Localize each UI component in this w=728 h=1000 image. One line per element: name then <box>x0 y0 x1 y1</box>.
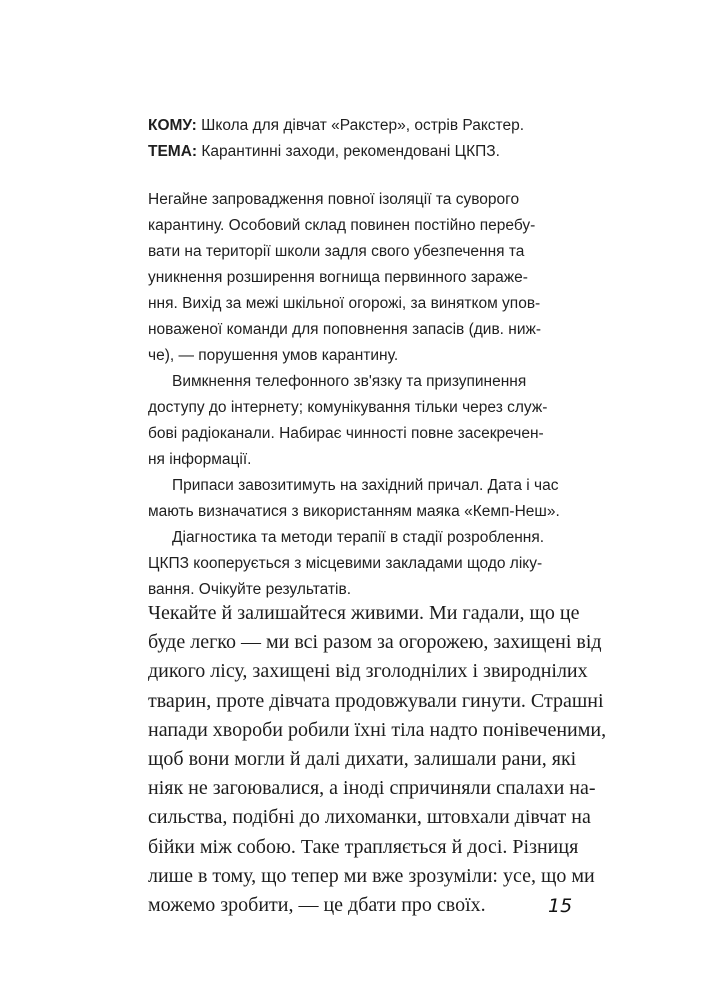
memo-subject-value: Карантинні заходи, рекомендовані ЦКПЗ. <box>197 143 500 160</box>
memo-body-line: Вимкнення телефонного зв'язку та призупинення <box>172 373 527 390</box>
prose-line: сильства, подібні до лихоманки, штовхали дівчат на <box>148 806 591 829</box>
memo-body-line: че), — порушення умов карантину. <box>148 347 399 364</box>
prose-line: щоб вони могли й далі дихати, залишали рани, які <box>148 747 577 770</box>
prose-line: тварин, проте дівчата продовжували гинути. Страшні <box>148 689 604 712</box>
prose-line: ніяк не загоювалися, а іноді спричиняли спалахи на- <box>148 777 596 800</box>
memo-body-line: уникнення розширення вогнища первинного зараже- <box>148 269 528 286</box>
prose-line: бійки між собою. Таке трапляється й досі. Різниця <box>148 835 579 858</box>
memo-subject-line <box>148 139 588 165</box>
prose-line: лише в тому, що тепер ми вже зрозуміли: усе, що ми <box>148 864 595 887</box>
prose-line: дикого лісу, захищені від зголоднілих і звироднілих <box>148 660 588 683</box>
memo-to-value: Школа для дівчат «Ракстер», острів Ракстер. <box>196 117 525 134</box>
memo-header <box>148 113 588 165</box>
memo-to-line <box>148 113 588 139</box>
prose-line: можемо зробити, — це дбати про своїх. <box>148 893 486 916</box>
memo-body-line: карантину. Особовий склад повинен постійно перебу- <box>148 217 536 234</box>
memo-body-line: новаженої команди для поповнення запасів (див. ниж- <box>148 321 542 338</box>
memo-body-line: ння. Вихід за межі шкільної огорожі, за винятком упов- <box>148 295 541 312</box>
prose-line: напади хвороби робили їхні тіла надто понівеченими, <box>148 718 607 741</box>
memo-body-line: ЦКПЗ кооперується з місцевими закладами щодо ліку- <box>148 555 543 572</box>
memo-body-line: ня інформації. <box>148 451 252 468</box>
memo-body-line: мають визначатися з використанням маяка «Кемп-Неш». <box>148 503 560 520</box>
memo-body-line: бові радіоканали. Набирає чинності повне засекречен- <box>148 425 544 442</box>
memo-to-label: КОМУ: <box>148 117 197 134</box>
prose-line: Чекайте й залишайтеся живими. Ми гадали, що це <box>148 602 580 624</box>
prose-line: буде легко — ми всі разом за огорожею, захищені від <box>148 631 602 654</box>
prose-paragraph <box>148 599 607 920</box>
memo-body-line: вати на території школи задля свого убезпечення та <box>148 243 525 260</box>
memo-subject-label: ТЕМА: <box>148 143 198 160</box>
memo-body-line: вання. Очікуйте результатів. <box>148 581 352 598</box>
memo-body-line: доступу до інтернету; комунікування тільки через служ- <box>148 399 548 416</box>
page-number: 15 <box>548 895 573 917</box>
memo-body-line: Негайне запровадження повної ізоляції та суворого <box>148 191 520 208</box>
memo-body-line: Діагностика та методи терапії в стадії розроблення. <box>172 529 545 546</box>
memo-body-line: Припаси завозитимуть на західний причал. Дата і час <box>172 477 559 494</box>
memo-body <box>148 187 588 603</box>
